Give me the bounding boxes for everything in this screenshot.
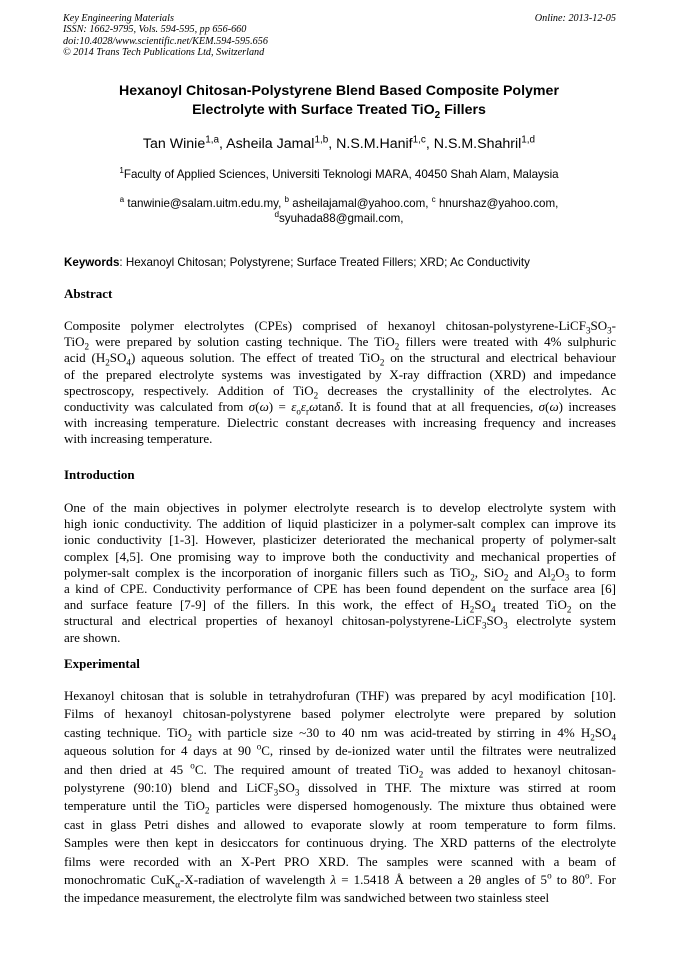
author-name: Asheila Jamal bbox=[226, 136, 315, 152]
text-line: acid $(H_2SO_4)$ aqueous solution. The effect of treated TiO$_2$ on the structural and electrical behaviour bbox=[64, 350, 616, 368]
keywords: Keywords: Hexanoyl Chitosan; Polystyrene; Surface Treated Fillers; XRD; Ac Conductivity bbox=[64, 256, 530, 269]
text-line: Composite polymer electrolytes (CPEs) comprised of hexanoyl chitosan-$polystyrene-LiCF_3SO_3-$ bbox=[64, 318, 616, 336]
issn-line: ISSN: 1662-9795, Vols. 594-595, pp 656-660 bbox=[63, 24, 247, 36]
journal-name: Key Engineering Materials bbox=[63, 13, 174, 24]
abstract-heading: Abstract bbox=[64, 286, 113, 301]
journal-header bbox=[63, 13, 268, 59]
introduction-body bbox=[64, 500, 616, 646]
text-line: spectroscopy, respectively. Addition of TiO$_2$ decreases the crystallinity of the electrolytes. Ac bbox=[64, 382, 616, 401]
text-line: the impedance measurement, the electrolyte film was sandwiched between two stainless steel bbox=[64, 890, 550, 906]
affiliation: $^1$Faculty of Applied Sciences, Universiti Teknologi MARA, 40450 Shah Alam, Malaysia bbox=[119, 166, 559, 181]
text-line: ionic conductivity [1-3]. However, plasticizer deteriorated the mechanical property of polymer-salt bbox=[64, 532, 616, 548]
text-line: polymer-salt complex is the incorporation of inorganic fillers such as TiO$_2$, SiO$_2$ and $Al_2O_3$ to form bbox=[64, 564, 616, 583]
author-name: N.S.M.Shahril bbox=[433, 136, 522, 152]
text-line: of the prepared electrolyte systems was investigated by X-ray diffraction (XRD) and impedance bbox=[64, 366, 616, 382]
author-affiliation-mark: 1,c bbox=[412, 134, 426, 146]
copyright-line: © 2014 Trans Tech Publications Ltd, Switzerland bbox=[63, 47, 265, 59]
text-line: casting technique. TiO$_2$ with particle size ~30 to 40 nm was acid-treated by stirring in 4% $H_2SO_4$ bbox=[64, 724, 616, 743]
email-link[interactable]: tanwinie@salam.uitm.edu.my, bbox=[127, 197, 285, 210]
title-line-2: Electrolyte with Surface Treated TiO$_2$ Fillers bbox=[192, 102, 486, 121]
email-link[interactable]: hnurshaz@yahoo.com, bbox=[438, 197, 559, 210]
text-line: polystyrene (90:10) blend and $LiCF_3SO_3$ dissolved in THF. The mixture was stirred at room bbox=[64, 779, 616, 798]
text-line: temperature until the TiO$_2$ particles were dispersed homogenously. The mixture thus obtained were bbox=[64, 798, 616, 816]
text-line: with increasing temperature. bbox=[64, 431, 213, 447]
email-link[interactable]: syuhada88@gmail.com, bbox=[278, 212, 404, 225]
online-date: Online: 2013-12-05 bbox=[534, 13, 616, 24]
author-affiliation-mark: 1,b bbox=[314, 134, 329, 146]
text-line: structural and electrical properties of hexanoyl chitosan-$polystyrene-LiCF_3SO_3$ electrolyte system bbox=[64, 613, 617, 631]
text-line: aqueous solution for 4 days at 90 $^o$C, rinsed by de-ionized water until the filtrates were neutralized bbox=[64, 741, 616, 759]
title-line-1: Hexanoyl Chitosan-Polystyrene Blend Based Composite Polymer bbox=[119, 83, 559, 99]
doi-line: doi:10.4028/www.scientific.net/KEM.594-595.656 bbox=[63, 35, 268, 47]
text-line: One of the main objectives in polymer electrolyte research is to develop electrolyte system with bbox=[64, 500, 616, 515]
author-affiliation-mark: 1,a bbox=[205, 134, 220, 146]
text-line: Hexanoyl chitosan that is soluble in tetrahydrofuran (THF) was prepared by acyl modification [10]. bbox=[64, 688, 616, 703]
paper-title bbox=[40, 82, 638, 120]
author-list: Tan Winie$^{1,a}$, Asheila Jamal$^{1,b}$, N.S.M.Hanif$^{1,c}$, N.S.M.Shahril$^{1,d}$ bbox=[142, 134, 536, 152]
text-line: are shown. bbox=[64, 629, 121, 645]
text-line: monochromatic CuK$_\alpha$-X-radiation of wavelength λ = 1.5418 Å between a 2θ angles of 5$^o$ to 80$^o$. For bbox=[64, 870, 616, 890]
text-line: with increasing temperature. Dielectric constant decreases with increasing frequency and increases bbox=[64, 415, 616, 431]
text-line: and then dried at 45 $^o$C. The required amount of treated TiO$_2$ was added to hexanoyl chitosan- bbox=[64, 760, 616, 780]
text-line: Samples were then kept in desiccators for continuous drying. The XRD patterns of the electrolyte bbox=[64, 835, 616, 851]
author-name: N.S.M.Hanif bbox=[336, 136, 413, 152]
text-line: complex [4,5]. One promising way to improve both the conductivity and mechanical properties of bbox=[64, 548, 616, 564]
text-line: TiO$_2$ were prepared by solution casting technique. The TiO$_2$ fillers were treated with 4% sulphuric bbox=[64, 334, 617, 352]
text-line: cast in glass Petri dishes and allowed to evaporate slowly at room temperature to form films. bbox=[64, 816, 616, 832]
email-line-2: $^d$syuhada88@gmail.com, bbox=[274, 210, 404, 225]
text-line: films were recorded with an X-Pert PRO XRD. The samples were scanned with a beam of bbox=[64, 853, 616, 869]
introduction-heading: Introduction bbox=[64, 467, 135, 482]
author-name: Tan Winie bbox=[142, 136, 206, 152]
author-affiliation-mark: 1,d bbox=[521, 134, 536, 146]
text-line: a kind of CPE. Conductivity performance of CPE has been found dependent on the surface area [6] bbox=[64, 580, 616, 596]
abstract-body bbox=[64, 318, 616, 448]
text-line: conductivity was calculated from $\sigma(\omega) = \varepsilon_o\varepsilon_r\omega\tan\delta$. It is found that at all frequencies, σ(ω) increases bbox=[64, 398, 616, 417]
experimental-body bbox=[64, 687, 616, 908]
author-emails bbox=[40, 196, 638, 226]
text-line: high ionic conductivity. The addition of liquid plasticizer in a polymer-salt complex can improve its bbox=[64, 516, 616, 532]
email-link[interactable]: asheilajamal@yahoo.com, bbox=[292, 197, 432, 210]
email-line-1: $^a$ tanwinie@salam.uitm.edu.my, $^b$ asheilajamal@yahoo.com, $^c$ hnurshaz@yahoo.com, bbox=[119, 195, 559, 210]
text-line: Films of hexanoyl chitosan-polystyrene based polymer electrolyte were prepared by solution bbox=[64, 706, 616, 722]
text-line: and surface feature [7-9] of the fillers. In this work, the effect of $H_2SO_4$ treated TiO$_2$ on the bbox=[64, 597, 616, 615]
experimental-heading: Experimental bbox=[64, 656, 140, 671]
